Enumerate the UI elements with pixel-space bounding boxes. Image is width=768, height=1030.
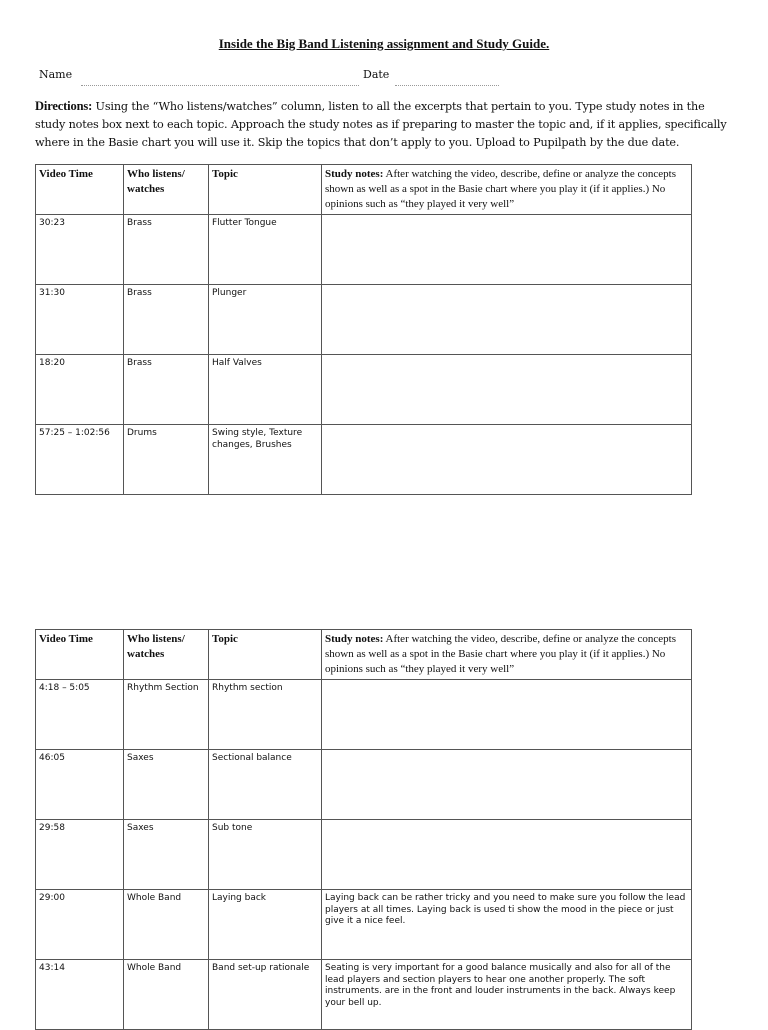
cell-topic: Flutter Tongue	[209, 215, 322, 285]
cell-video-time: 18:20	[36, 355, 124, 425]
cell-video-time: 43:14	[36, 960, 124, 1030]
cell-topic: Plunger	[209, 285, 322, 355]
cell-topic: Swing style, Texture changes, Brushes	[209, 425, 322, 495]
cell-who: Brass	[124, 355, 209, 425]
table-header-row	[36, 165, 692, 215]
header-study-notes: Study notes: After watching the video, describe, define or analyze the concepts shown as well as a spot in the Basie chart where you play it (if it applies.) No opinions such as “they played it very well”	[322, 630, 692, 680]
cell-topic: Sectional balance	[209, 750, 322, 820]
name-label: Name	[39, 68, 73, 81]
name-field[interactable]	[81, 85, 359, 86]
cell-who: Whole Band	[124, 890, 209, 960]
cell-study-notes[interactable]	[322, 820, 692, 890]
cell-video-time: 29:58	[36, 820, 124, 890]
table-header-row	[36, 630, 692, 680]
table-row	[36, 425, 692, 495]
table-row	[36, 215, 692, 285]
directions-label: Directions:	[35, 99, 93, 113]
cell-topic: Sub tone	[209, 820, 322, 890]
cell-who: Saxes	[124, 750, 209, 820]
cell-video-time: 46:05	[36, 750, 124, 820]
header-topic: Topic	[209, 165, 322, 215]
table-row	[36, 890, 692, 960]
header-who: Who listens/ watches	[124, 630, 209, 680]
cell-video-time: 57:25 – 1:02:56	[36, 425, 124, 495]
date-label: Date	[363, 68, 390, 81]
table-row	[36, 960, 692, 1030]
directions-text: Using the “Who listens/watches” column, listen to all the excerpts that pertain to you. Type study notes in the study notes box next to each topic. Approach the study notes as if preparing to master the topic and, if it applies, specifically where in the Basie chart you will use it. Skip the topics that don’t apply to you. Upload to Pupilpath by the due date.	[35, 100, 727, 149]
header-topic: Topic	[209, 630, 322, 680]
header-video-time: Video Time	[36, 630, 124, 680]
table-row	[36, 285, 692, 355]
header-video-time: Video Time	[36, 165, 124, 215]
cell-who: Drums	[124, 425, 209, 495]
header-study-notes: Study notes: After watching the video, describe, define or analyze the concepts shown as well as a spot in the Basie chart where you play it (if it applies.) No opinions such as “they played it very well”	[322, 165, 692, 215]
cell-video-time: 4:18 – 5:05	[36, 680, 124, 750]
cell-study-notes[interactable]	[322, 285, 692, 355]
cell-topic: Half Valves	[209, 355, 322, 425]
cell-who: Brass	[124, 285, 209, 355]
study-table-1	[35, 164, 692, 495]
table-row	[36, 820, 692, 890]
cell-study-notes[interactable]	[322, 680, 692, 750]
table-row	[36, 750, 692, 820]
page-title: Inside the Big Band Listening assignment and Study Guide.	[218, 36, 550, 51]
cell-study-notes[interactable]: Seating is very important for a good balance musically and also for all of the lead players and section players to hear one another properly. The soft instruments. are in the front and louder instruments in the back. Always keep your bell up.	[322, 960, 692, 1030]
cell-topic: Rhythm section	[209, 680, 322, 750]
header-who: Who listens/ watches	[124, 165, 209, 215]
cell-topic: Laying back	[209, 890, 322, 960]
cell-study-notes[interactable]	[322, 355, 692, 425]
cell-study-notes[interactable]	[322, 215, 692, 285]
cell-who: Brass	[124, 215, 209, 285]
cell-who: Saxes	[124, 820, 209, 890]
cell-who: Whole Band	[124, 960, 209, 1030]
cell-topic: Band set-up rationale	[209, 960, 322, 1030]
study-table-2	[35, 629, 692, 1030]
cell-study-notes[interactable]: Laying back can be rather tricky and you need to make sure you follow the lead players at all times. Laying back is used ti show the mood in the piece or just give it a nice feel.	[322, 890, 692, 960]
cell-video-time: 29:00	[36, 890, 124, 960]
table-row	[36, 680, 692, 750]
cell-video-time: 30:23	[36, 215, 124, 285]
table-row	[36, 355, 692, 425]
cell-who: Rhythm Section	[124, 680, 209, 750]
cell-study-notes[interactable]	[322, 425, 692, 495]
date-field[interactable]	[395, 85, 499, 86]
cell-video-time: 31:30	[36, 285, 124, 355]
cell-study-notes[interactable]	[322, 750, 692, 820]
directions-paragraph	[35, 97, 735, 152]
